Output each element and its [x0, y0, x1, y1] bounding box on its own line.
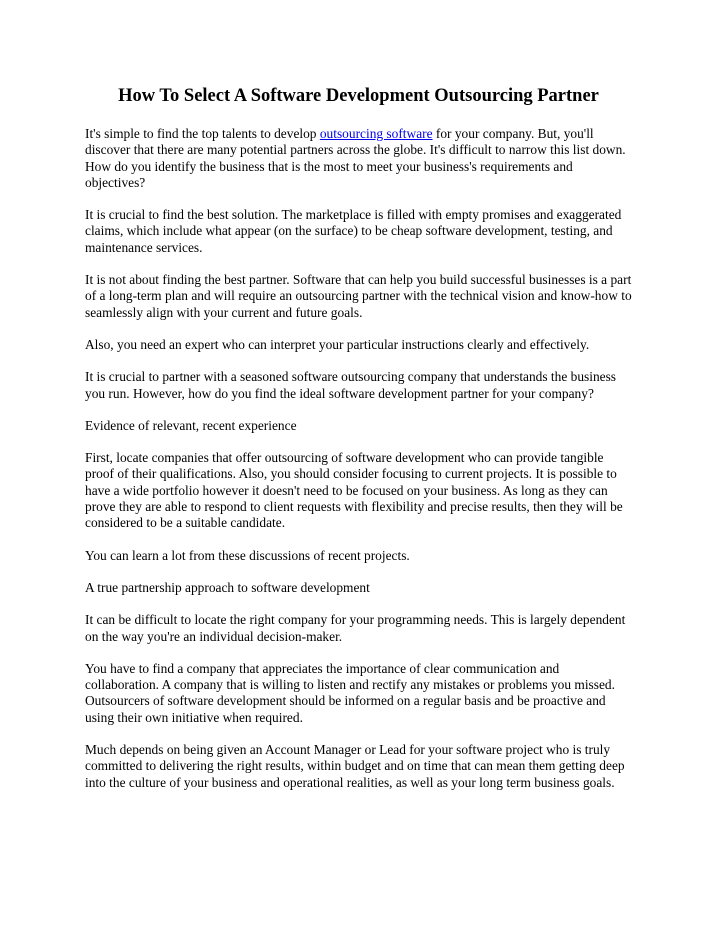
paragraph-seasoned-partner: It is crucial to partner with a seasoned software outsourcing company that understands the business you run. However, how do you find the ideal software development partner for your company?: [85, 369, 617, 401]
section-heading-experience: Evidence of relevant, recent experience: [85, 417, 297, 433]
intro-text-after-link: for your company. But, you'll discover that there are many potential partners across the globe. It's difficult to narrow this list down. How do you identify the business that is the most to meet your business's requirements and objectives?: [85, 126, 626, 190]
paragraph-tangible-proof: First, locate companies that offer outsourcing of software development who can provide tangible proof of their qualifications. Also, you should consider focusing to current projects. It is possible to have a wide portfolio however it doesn't need to be focused on your business. As long as they can prove they are able to respond to client requests with flexibility and precise results, then they will be considered to be a suitable candidate.: [85, 450, 623, 531]
paragraph-recent-projects: You can learn a lot from these discussions of recent projects.: [85, 547, 410, 563]
paragraph-expert-needed: Also, you need an expert who can interpret your particular instructions clearly and effectively.: [85, 336, 590, 352]
intro-text-before-link: It's simple to find the top talents to develop: [85, 126, 320, 141]
paragraph-cheap-solutions: It is crucial to find the best solution. The marketplace is filled with empty promises and exaggerated claims, which include what appear (on the surface) to be cheap software development, testing, and maintenance services.: [85, 207, 622, 255]
section-heading-partnership: A true partnership approach to software development: [85, 579, 370, 595]
page-title: How To Select A Software Development Outsourcing Partner: [118, 86, 599, 106]
outsourcing-software-link[interactable]: outsourcing software: [319, 126, 433, 141]
paragraph-clear-communication: You have to find a company that appreciates the importance of clear communication and collaboration. A company that is willing to listen and rectify any mistakes or problems you missed. Outsourcers of software development should be informed on a regular basis and be proactive and using their own initiative when required.: [85, 660, 615, 725]
paragraph-right-company: It can be difficult to locate the right company for your programming needs. This is largely dependent on the way you're an individual decision-maker.: [85, 612, 626, 644]
paragraph-account-manager: Much depends on being given an Account Manager or Lead for your software project who is truly committed to delivering the right results, within budget and on time that can mean them getting deep into the culture of your business and operational realities, as well as your long term business goals.: [85, 742, 625, 790]
intro-paragraph: [85, 126, 632, 191]
paragraph-long-term-plan: It is not about finding the best partner. Software that can help you build successful businesses is a part of a long-term plan and will require an outsourcing partner with the technical vision and know-how to seamlessly align with your current and future goals.: [85, 272, 632, 320]
